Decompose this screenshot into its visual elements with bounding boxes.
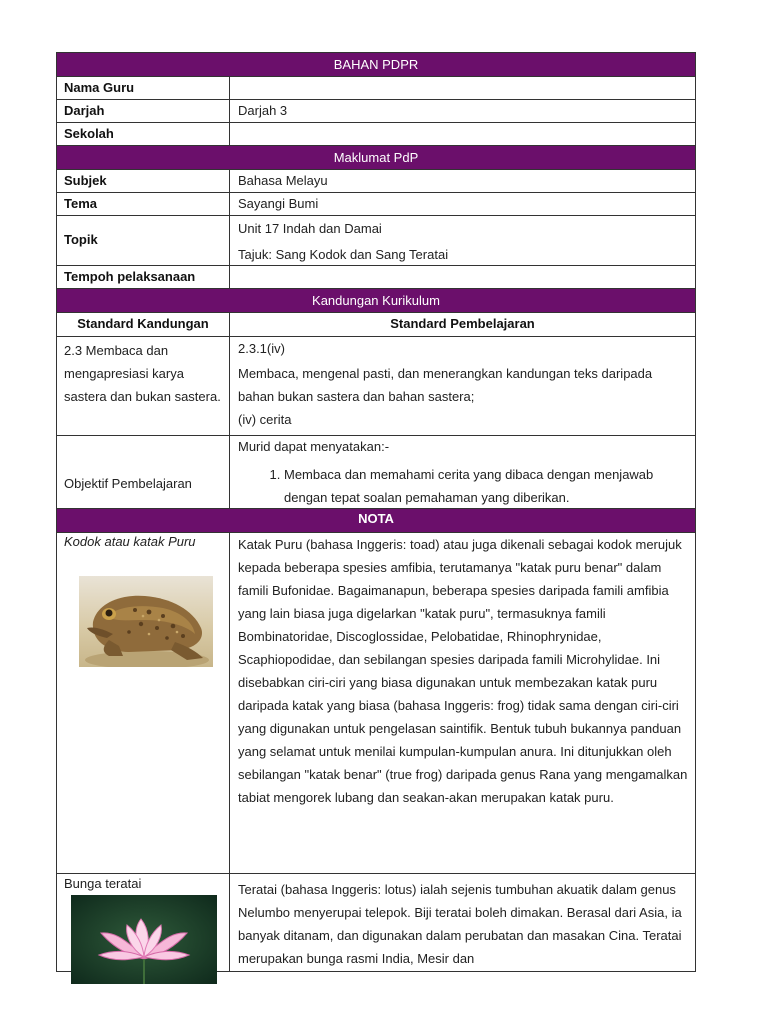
darjah-value: Darjah 3: [238, 103, 288, 118]
row-sekolah: [57, 123, 695, 146]
tema-label: Tema: [57, 193, 230, 215]
sp-code: 2.3.1(iv): [238, 341, 285, 356]
row-topik: [57, 216, 695, 266]
maklumat-band: [57, 146, 695, 170]
lotus-image: [71, 895, 217, 984]
sk-text: 2.3 Membaca dan mengapresiasi karya sastera dan bukan sastera.: [57, 337, 230, 435]
row-nama-guru: [57, 77, 695, 100]
tempoh-value: [230, 266, 695, 288]
row-kodok: [57, 533, 695, 874]
darjah-label: Darjah: [57, 100, 230, 122]
topik-label: Topik: [57, 216, 230, 265]
topik-line-1: Unit 17 Indah dan Damai: [238, 221, 382, 236]
nota-band: [57, 509, 695, 533]
kodok-label: Kodok atau katak Puru: [64, 534, 196, 549]
row-tema: [57, 193, 695, 216]
row-standard-content: [57, 337, 695, 436]
nama-guru-label: Nama Guru: [57, 77, 230, 99]
row-standard-headers: [57, 313, 695, 337]
sp-content: [230, 337, 695, 435]
nota-title: NOTA: [358, 511, 394, 526]
kurikulum-band: [57, 289, 695, 313]
kodok-cell: [57, 533, 230, 873]
sp-header: Standard Pembelajaran: [390, 316, 535, 331]
objektif-label: Objektif Pembelajaran: [57, 436, 230, 508]
nama-guru-value: [230, 77, 695, 99]
row-darjah: [57, 100, 695, 123]
row-objektif: [57, 436, 695, 509]
row-tempoh: [57, 266, 695, 289]
document-title: BAHAN PDPR: [333, 57, 419, 72]
teratai-label: Bunga teratai: [64, 876, 142, 891]
objektif-content: [230, 436, 695, 508]
teratai-text: Teratai (bahasa Inggeris: lotus) ialah sejenis tumbuhan akuatik dalam genus Nelumbo menyerupai telepok. Biji teratai boleh dimakan. Berasal dari Asia, ia banyak ditanam, dan digunakan dalam perubatan dan masakan Cina. Teratai merupakan bunga rasmi India, Mesir dan: [238, 882, 682, 966]
objektif-item: 1. Membaca dan memahami cerita yang dibaca dengan menjawab dengan tepat soalan pemahaman yang diberikan.: [284, 463, 687, 509]
row-subjek: [57, 170, 695, 193]
sekolah-value: [230, 123, 695, 145]
maklumat-title: Maklumat PdP: [333, 150, 419, 165]
kurikulum-title: Kandungan Kurikulum: [312, 293, 440, 308]
sp-item: (iv) cerita: [238, 412, 292, 427]
subjek-label: Subjek: [57, 170, 230, 192]
objektif-list: [238, 463, 687, 509]
subjek-value: Bahasa Melayu: [238, 173, 328, 188]
header-band: [57, 53, 695, 77]
sk-header: Standard Kandungan: [57, 313, 230, 336]
toad-image: [79, 576, 213, 667]
sekolah-label: Sekolah: [57, 123, 230, 145]
tempoh-label: Tempoh pelaksanaan: [57, 266, 230, 288]
objektif-intro: Murid dapat menyatakan:-: [238, 439, 390, 454]
kodok-text: Katak Puru (bahasa Inggeris: toad) atau juga dikenali sebagai kodok merujuk kepada beberapa spesies amfibia, terutamanya "katak puru benar" dalam famili Bufonidae. Bagaimanapun, beberapa spesies daripada famili amfibia yang lain biasa juga digelarkan "katak puru", termasuknya famili Bombinatoridae, Discoglossidae, Pelobatidae, Rhinophrynidae, Scaphiopodidae, dan sebilangan spesies daripada famili Microhylidae. Ini disebabkan ciri-ciri yang biasa digunakan untuk membezakan katak puru daripada katak yang biasa (bahasa Inggeris: frog) tidak sama dengan ciri-ciri yang digunakan untuk pengelasan saintifik. Bentuk tubuh bukannya panduan yang selamat untuk menilai kumpulan-kumpulan anura. Ini ditunjukkan oleh sebilangan "katak benar" (true frog) daripada genus Rana yang mengamalkan tabiat mengorek lubang dan seakan-akan merupakan katak puru.: [238, 537, 688, 805]
topik-line-2: Tajuk: Sang Kodok dan Sang Teratai: [238, 247, 449, 262]
sp-text: Membaca, mengenal pasti, dan menerangkan kandungan teks daripada bahan bukan sastera dan bahan sastera;: [238, 366, 653, 404]
tema-value: Sayangi Bumi: [238, 196, 319, 211]
pdpr-document: [56, 52, 696, 972]
topik-value: [230, 216, 695, 265]
